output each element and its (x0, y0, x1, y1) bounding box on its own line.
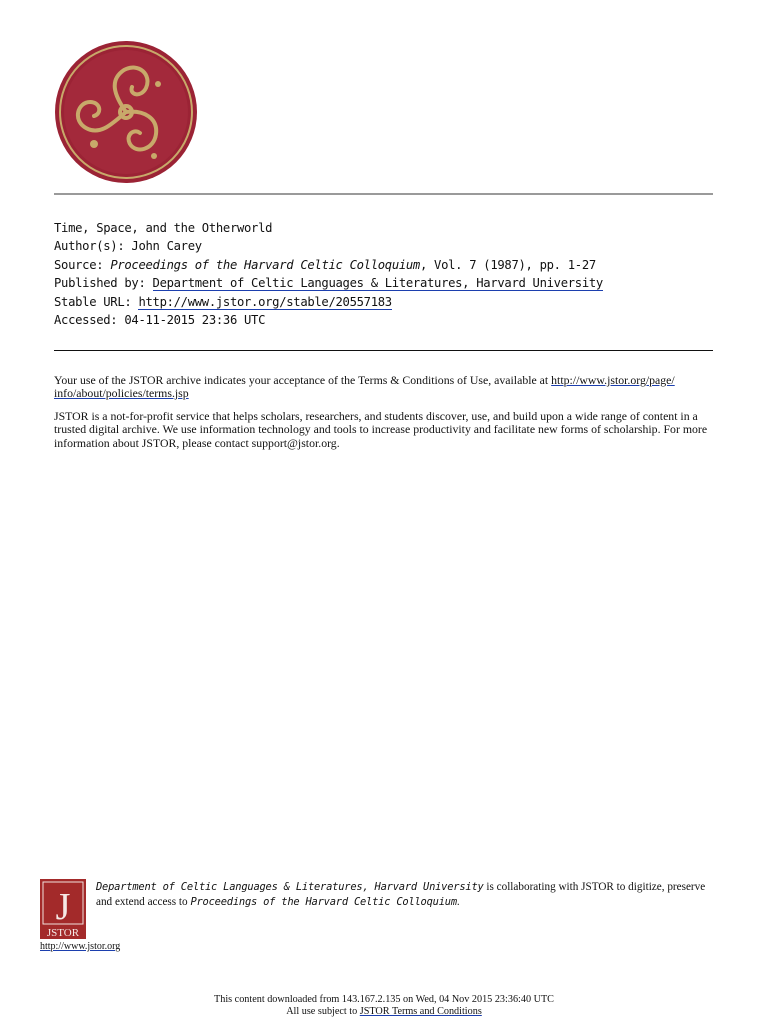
divider-rule (54, 350, 713, 351)
download-footer (0, 994, 768, 1018)
terms-paragraph (54, 374, 714, 401)
citation-block (54, 219, 603, 329)
terms-block (54, 374, 714, 459)
usage-line (0, 1006, 768, 1018)
collaboration-note (96, 880, 721, 910)
terms-text: Your use of the JSTOR archive indicates your acceptance of the Terms & Conditions of Use, available at (54, 373, 552, 387)
jstor-info-paragraph: JSTOR is a not-for-profit service that helps scholars, researchers, and students discover, use, and build upon a wide range of content in a trusted digital archive. We use information technology and tools to increase productivity and facilitate new forms of scholarship. For more information about JSTOR, please contact support@jstor.org. (54, 408, 708, 450)
usage-text: All use subject to (286, 1006, 360, 1017)
source-details: , Vol. 7 (1987), pp. 1-27 (419, 257, 596, 272)
stable-url-label: Stable URL: (54, 294, 139, 309)
accessed-line: Accessed: 04-11-2015 23:36 UTC (54, 313, 266, 328)
collab-journal: Proceedings of the Harvard Celtic Colloquium (190, 896, 457, 908)
publisher-line (54, 274, 603, 292)
article-title: Time, Space, and the Otherworld (54, 221, 273, 235)
source-line (54, 256, 603, 274)
collab-publisher: Department of Celtic Languages & Literatures, Harvard University (96, 881, 484, 893)
jstor-home-link[interactable]: http://www.jstor.org (40, 941, 121, 952)
publisher-link[interactable]: Department of Celtic Languages & Literatures, Harvard University (152, 276, 603, 291)
top-rule (54, 193, 713, 195)
source-label: Source: (54, 257, 111, 272)
publisher-label: Published by: (54, 276, 153, 291)
author-name: John Carey (131, 239, 202, 254)
celtic-seal-logo-icon (54, 40, 198, 184)
download-info: This content downloaded from 143.167.2.135 on Wed, 04 Nov 2015 23:36:40 UTC (214, 994, 554, 1005)
author-line (54, 237, 603, 255)
jstor-logo-icon (40, 879, 86, 939)
jstor-logo-letter: J (55, 886, 71, 928)
collab-text-2: . (456, 896, 460, 908)
terms-link[interactable]: http://www.jstor.org/page/ info/about/policies/terms.jsp (54, 373, 675, 401)
author-label: Author(s): (54, 239, 132, 254)
stable-url-link[interactable]: http://www.jstor.org/stable/20557183 (138, 294, 392, 309)
collab-text-1: is collaborating with JSTOR to digitize, preserve and extend access to (96, 881, 706, 908)
stable-url-line (54, 293, 603, 311)
terms-conditions-link[interactable]: JSTOR Terms and Conditions (359, 1006, 482, 1017)
source-journal: Proceedings of the Harvard Celtic Colloquium (110, 257, 420, 272)
jstor-logo-wordmark: JSTOR (46, 927, 80, 939)
